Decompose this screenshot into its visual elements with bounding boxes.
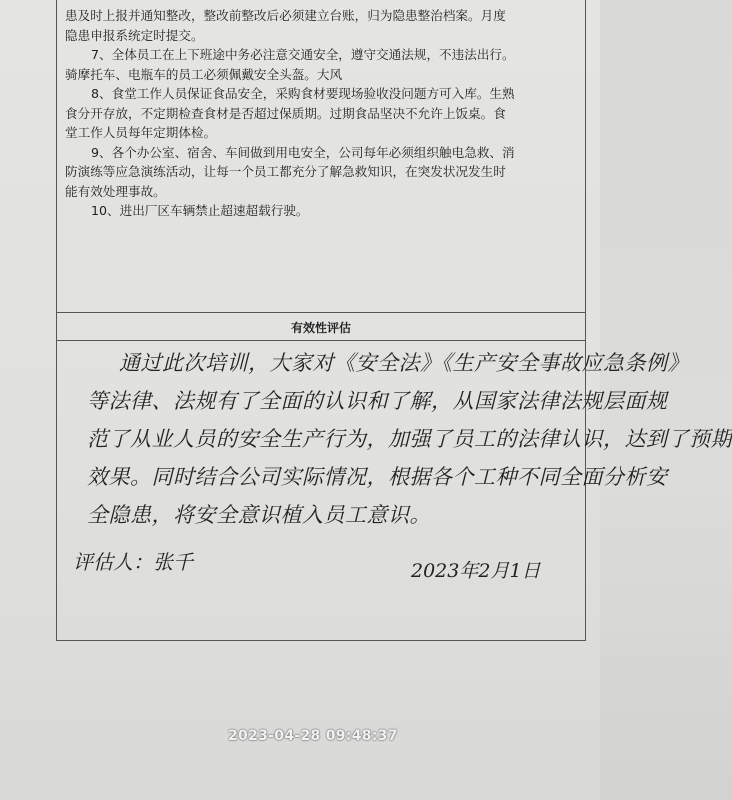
table-divider [57, 312, 585, 313]
printed-line: 8、食堂工作人员保证食品安全，采购食材要现场验收没问题方可入库。生熟 [91, 86, 515, 101]
printed-line: 骑摩托车、电瓶车的员工必须佩戴安全头盔。大风 [65, 66, 343, 82]
handwritten-line: 范了从业人员的安全生产行为，加强了员工的法律认识，达到了预期 [87, 427, 732, 451]
printed-line: 9、各个办公室、宿舍、车间做到用电安全，公司每年必须组织触电急救、消 [91, 144, 515, 160]
printed-line: 防演练等应急演练活动，让每一个员工都充分了解急救知识，在突发状况发生时 [65, 164, 506, 179]
handwritten-line: 效果。同时结合公司实际情况，根据各个工种不同全面分析安 [87, 465, 668, 489]
handwritten-line: 等法律、法规有了全面的认识和了解，从国家法律法规层面规 [87, 389, 668, 413]
printed-line: 食分开存放，不定期检查食材是否超过保质期。过期食品坚决不允许上饭桌。食 [65, 105, 506, 121]
table-divider [57, 340, 585, 341]
printed-line: 隐患申报系统定时提交。 [65, 27, 204, 43]
printed-line: 10、进出厂区车辆禁止超速超载行驶。 [91, 203, 309, 218]
section-title: 有效性评估 [290, 321, 351, 335]
photo-timestamp: 2023-04-28 09:48:37 [228, 728, 398, 744]
signature-date: 2023年2月1日 [411, 560, 541, 582]
printed-text-block [65, 6, 577, 221]
handwritten-line: 通过此次培训，大家对《安全法》《生产安全事故应急条例》 [119, 351, 689, 375]
form-table [56, 0, 732, 641]
evaluator-signature: 评估人：张千 [73, 550, 193, 574]
printed-line: 患及时上报并通知整改，整改前整改后必须建立台账，归为隐患整治档案。月度 [65, 8, 506, 23]
printed-line: 7、全体员工在上下班途中务必注意交通安全，遵守交通法规，不违法出行。 [91, 47, 515, 62]
handwritten-assessment [87, 344, 732, 534]
handwritten-line: 全隐患，将安全意识植入员工意识。 [87, 503, 431, 527]
printed-line: 能有效处理事故。 [65, 183, 166, 199]
printed-line: 堂工作人员每年定期体检。 [65, 125, 217, 140]
